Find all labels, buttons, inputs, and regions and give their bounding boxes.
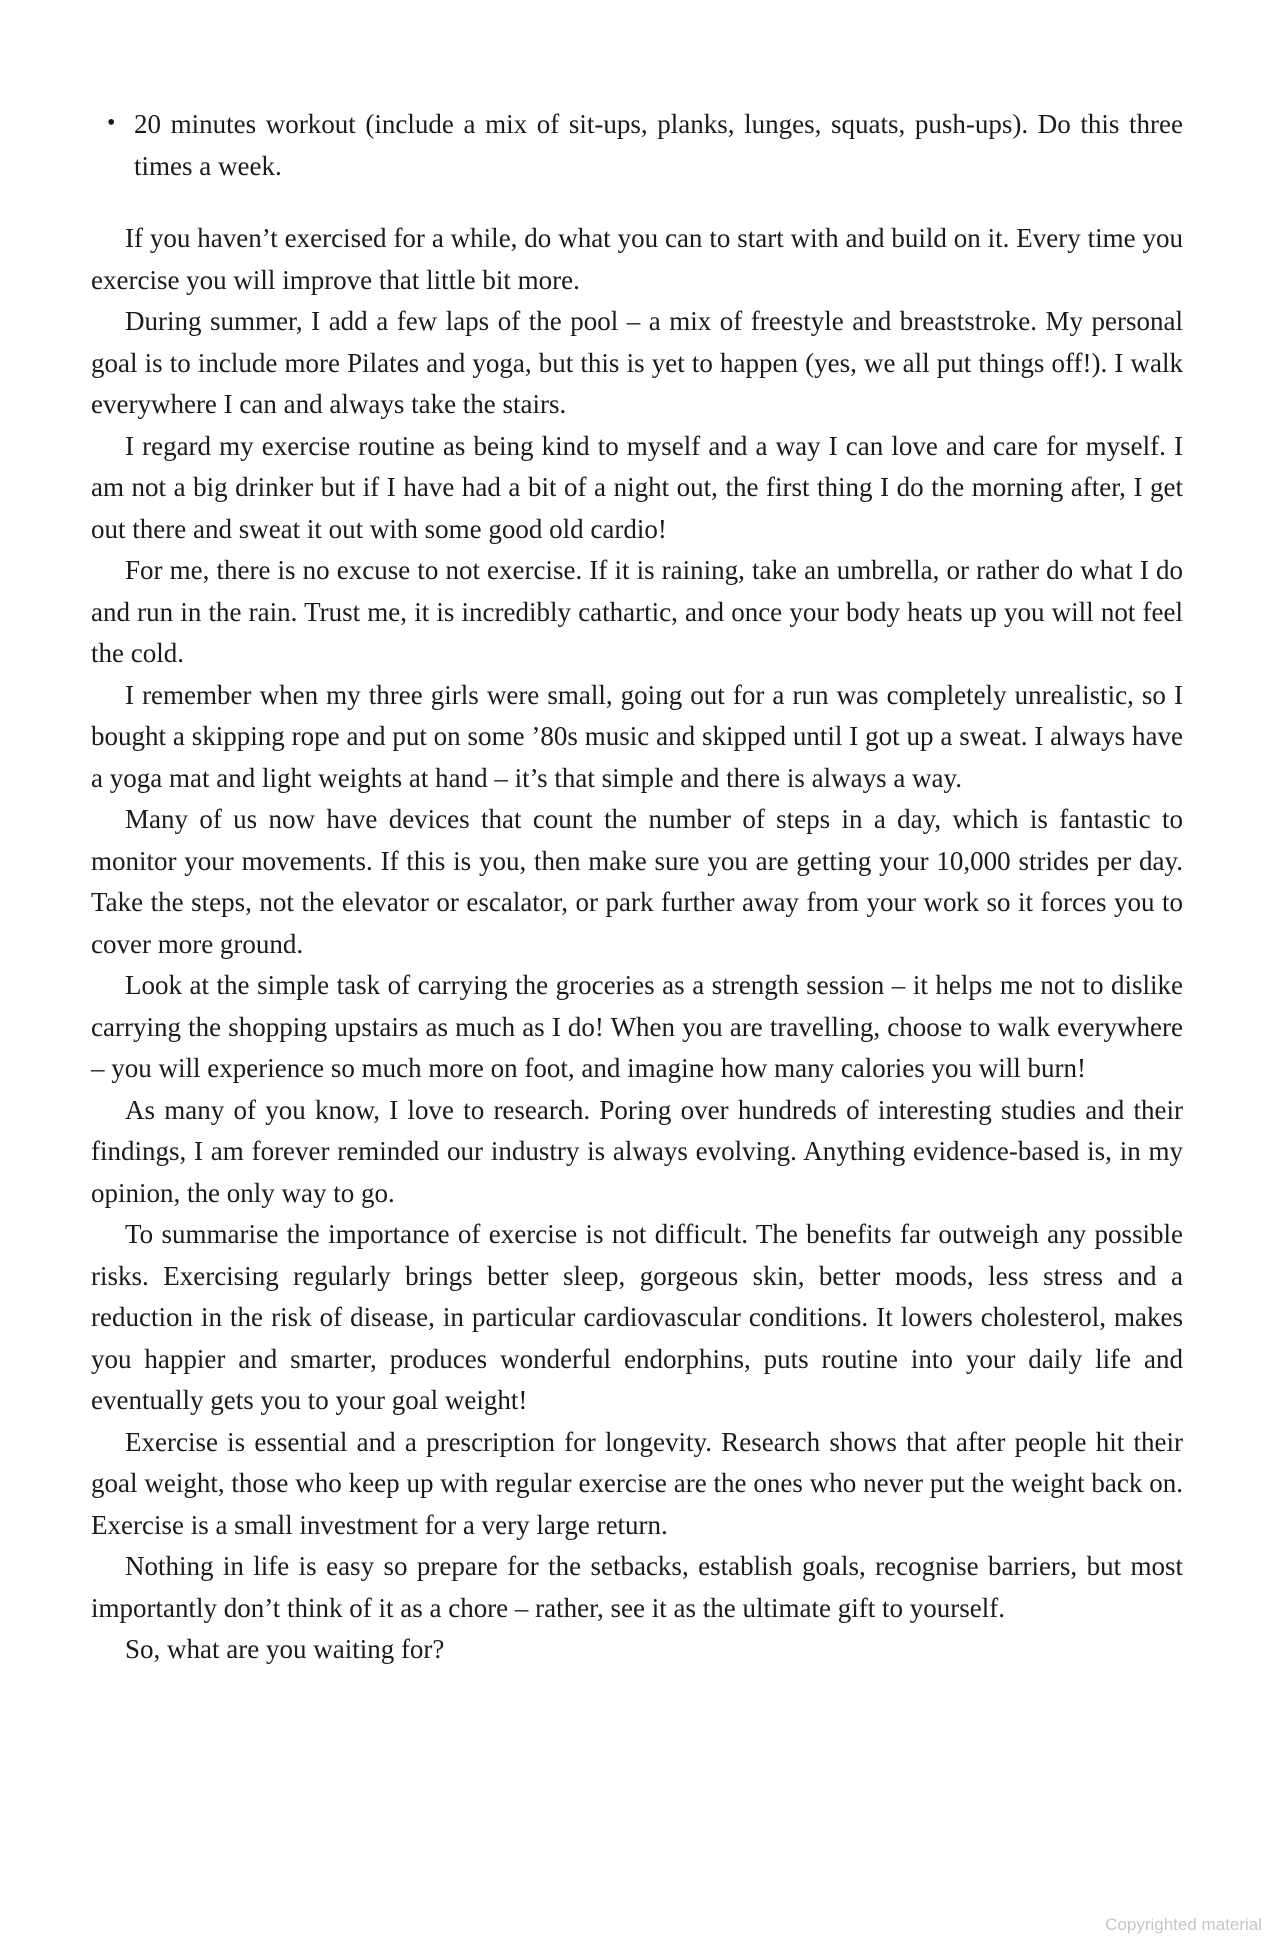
- paragraph: Look at the simple task of carrying the groceries as a strength session – it helps me not to dislike carrying the shopping upstairs as much as I do! When you are travelling, choose to walk everywhere – you will experience so much more on foot, and imagine how many calories you will burn!: [91, 970, 1183, 1083]
- body-text: [91, 104, 1183, 1671]
- copyright-watermark: Copyrighted material: [1105, 1915, 1262, 1934]
- list-item: [91, 104, 1183, 187]
- paragraph: So, what are you waiting for?: [125, 1634, 445, 1664]
- paragraph: Many of us now have devices that count the number of steps in a day, which is fantastic to monitor your movements. If this is you, then make sure you are getting your 10,000 strides per day. Take the steps, not the elevator or escalator, or park further away from your work so it forces you to cover more ground.: [91, 804, 1183, 959]
- paragraph: During summer, I add a few laps of the pool – a mix of freestyle and breaststroke. My personal goal is to include more Pilates and yoga, but this is yet to happen (yes, we all put things off!). I walk everywhere I can and always take the stairs.: [91, 306, 1183, 419]
- paragraph: I remember when my three girls were small, going out for a run was completely unrealistic, so I bought a skipping rope and put on some ’80s music and skipped until I got up a sweat. I always have a yoga mat and light weights at hand – it’s that simple and there is always a way.: [91, 679, 1183, 793]
- paragraph: For me, there is no excuse to not exercise. If it is raining, take an umbrella, or rather do what I do and run in the rain. Trust me, it is incredibly cathartic, and once your body heats up you will not feel the cold.: [91, 555, 1183, 668]
- paragraph: Exercise is essential and a prescription for longevity. Research shows that after people hit their goal weight, those who keep up with regular exercise are the ones who never put the weight back on. Exercise is a small investment for a very large return.: [91, 1426, 1183, 1540]
- paragraph: To summarise the importance of exercise is not difficult. The benefits far outweigh any possible risks. Exercising regularly brings better sleep, gorgeous skin, better moods, less stress and a reduction in the risk of disease, in particular cardiovascular conditions. It lowers cholesterol, makes you happier and smarter, produces wonderful endorphins, puts routine into your daily life and eventually gets you to your goal weight!: [91, 1219, 1183, 1415]
- bullet-icon: •: [107, 110, 116, 136]
- paragraph: If you haven’t exercised for a while, do what you can to start with and build on it. Every time you exercise you will improve that little bit more.: [91, 223, 1183, 295]
- paragraph: Nothing in life is easy so prepare for the setbacks, establish goals, recognise barriers, but most importantly don’t think of it as a chore – rather, see it as the ultimate gift to yourself.: [91, 1551, 1183, 1623]
- paragraph: As many of you know, I love to research. Poring over hundreds of interesting studies and their findings, I am forever reminded our industry is always evolving. Anything evidence-based is, in my opinion, the only way to go.: [91, 1094, 1183, 1208]
- paragraph: I regard my exercise routine as being kind to myself and a way I can love and care for myself. I am not a big drinker but if I have had a bit of a night out, the first thing I do the morning after, I get out there and sweat it out with some good old cardio!: [91, 430, 1183, 544]
- list-item-text: 20 minutes workout (include a mix of sit-ups, planks, lunges, squats, push-ups). Do this three times a week.: [134, 109, 1183, 181]
